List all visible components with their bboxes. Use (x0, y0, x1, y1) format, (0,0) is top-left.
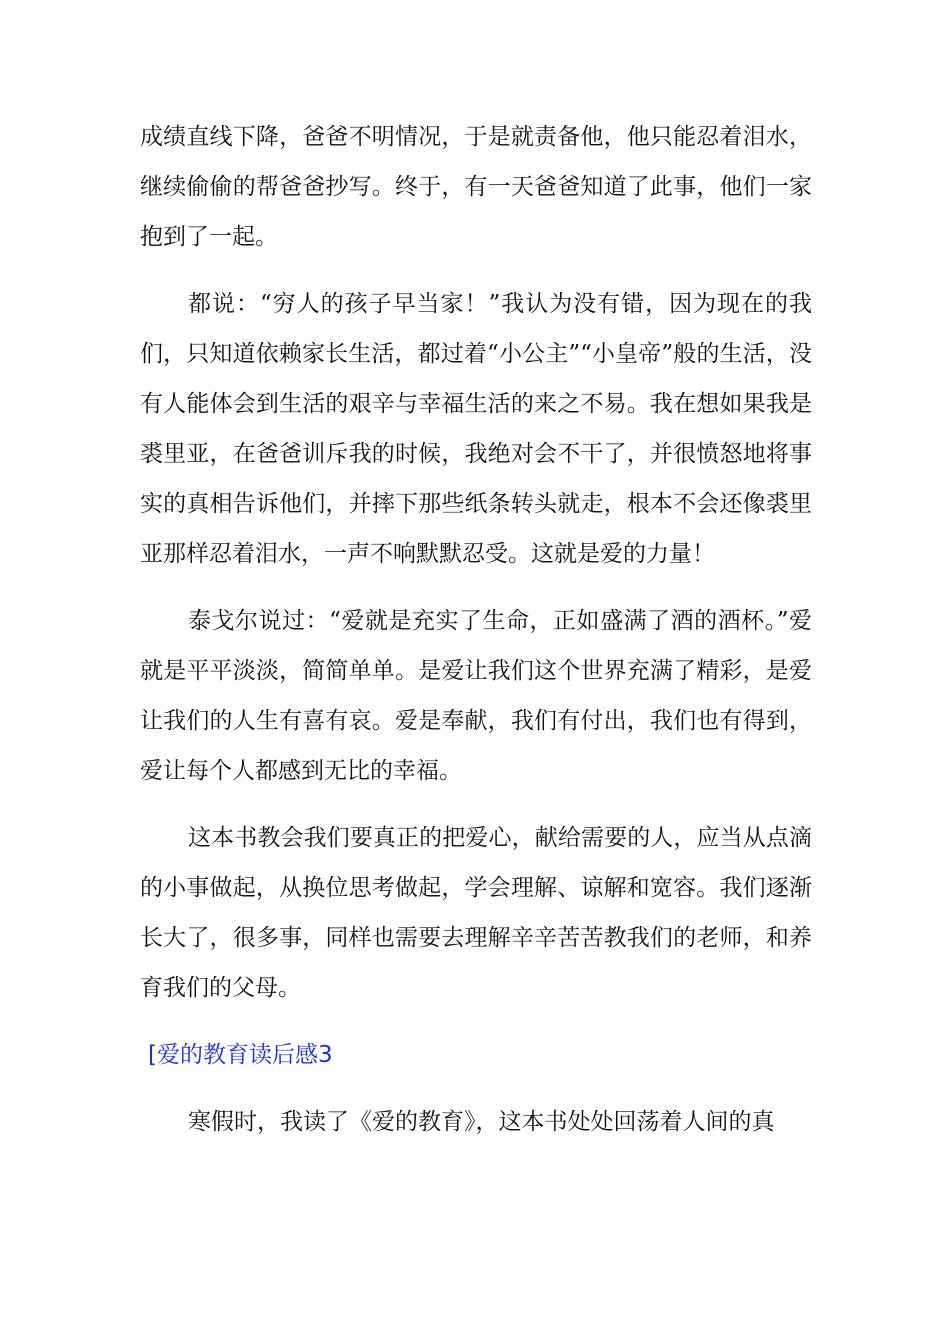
section-heading[interactable]: [爱的教育读后感3 (148, 1042, 333, 1068)
document-body (140, 112, 812, 1147)
paragraph-book-lesson: 这本书教会我们要真正的把爱心，献给需要的人，应当从点滴的小事做起，从换位思考做起，学会理解、谅解和宽容。我们逐渐长大了，很多事，同样也需要去理解辛辛苦苦教我们的老师，和养育我们的父母。 (140, 825, 812, 1001)
paragraph-tagore-quote: 泰戈尔说过：“爱就是充实了生命，正如盛满了酒的酒杯。”爱就是平平淡淡，简简单单。是爱让我们这个世界充满了精彩，是爱让我们的人生有喜有哀。爱是奉献，我们有付出，我们也有得到，爱让每个人都感到无比的幸福。 (140, 608, 812, 784)
paragraph-poor-children: 都说：“穷人的孩子早当家！”我认为没有错，因为现在的我们，只知道依赖家长生活，都过着“小公主”“小皇帝”般的生活，没有人能体会到生活的艰辛与幸福生活的来之不易。我在想如果我是裘里亚，在爸爸训斥我的时候，我绝对会不干了，并很愤怒地将事实的真相告诉他们，并摔下那些纸条转头就走，根本不会还像裘里亚那样忍着泪水，一声不响默默忍受。这就是爱的力量！ (140, 291, 812, 567)
paragraph-winter-break: 寒假时，我读了《爱的教育》，这本书处处回荡着人间的真 (188, 1109, 775, 1135)
paragraph-continuation: 成绩直线下降，爸爸不明情况，于是就责备他，他只能忍着泪水，继续偷偷的帮爸爸抄写。终于，有一天爸爸知道了此事，他们一家抱到了一起。 (140, 124, 812, 250)
